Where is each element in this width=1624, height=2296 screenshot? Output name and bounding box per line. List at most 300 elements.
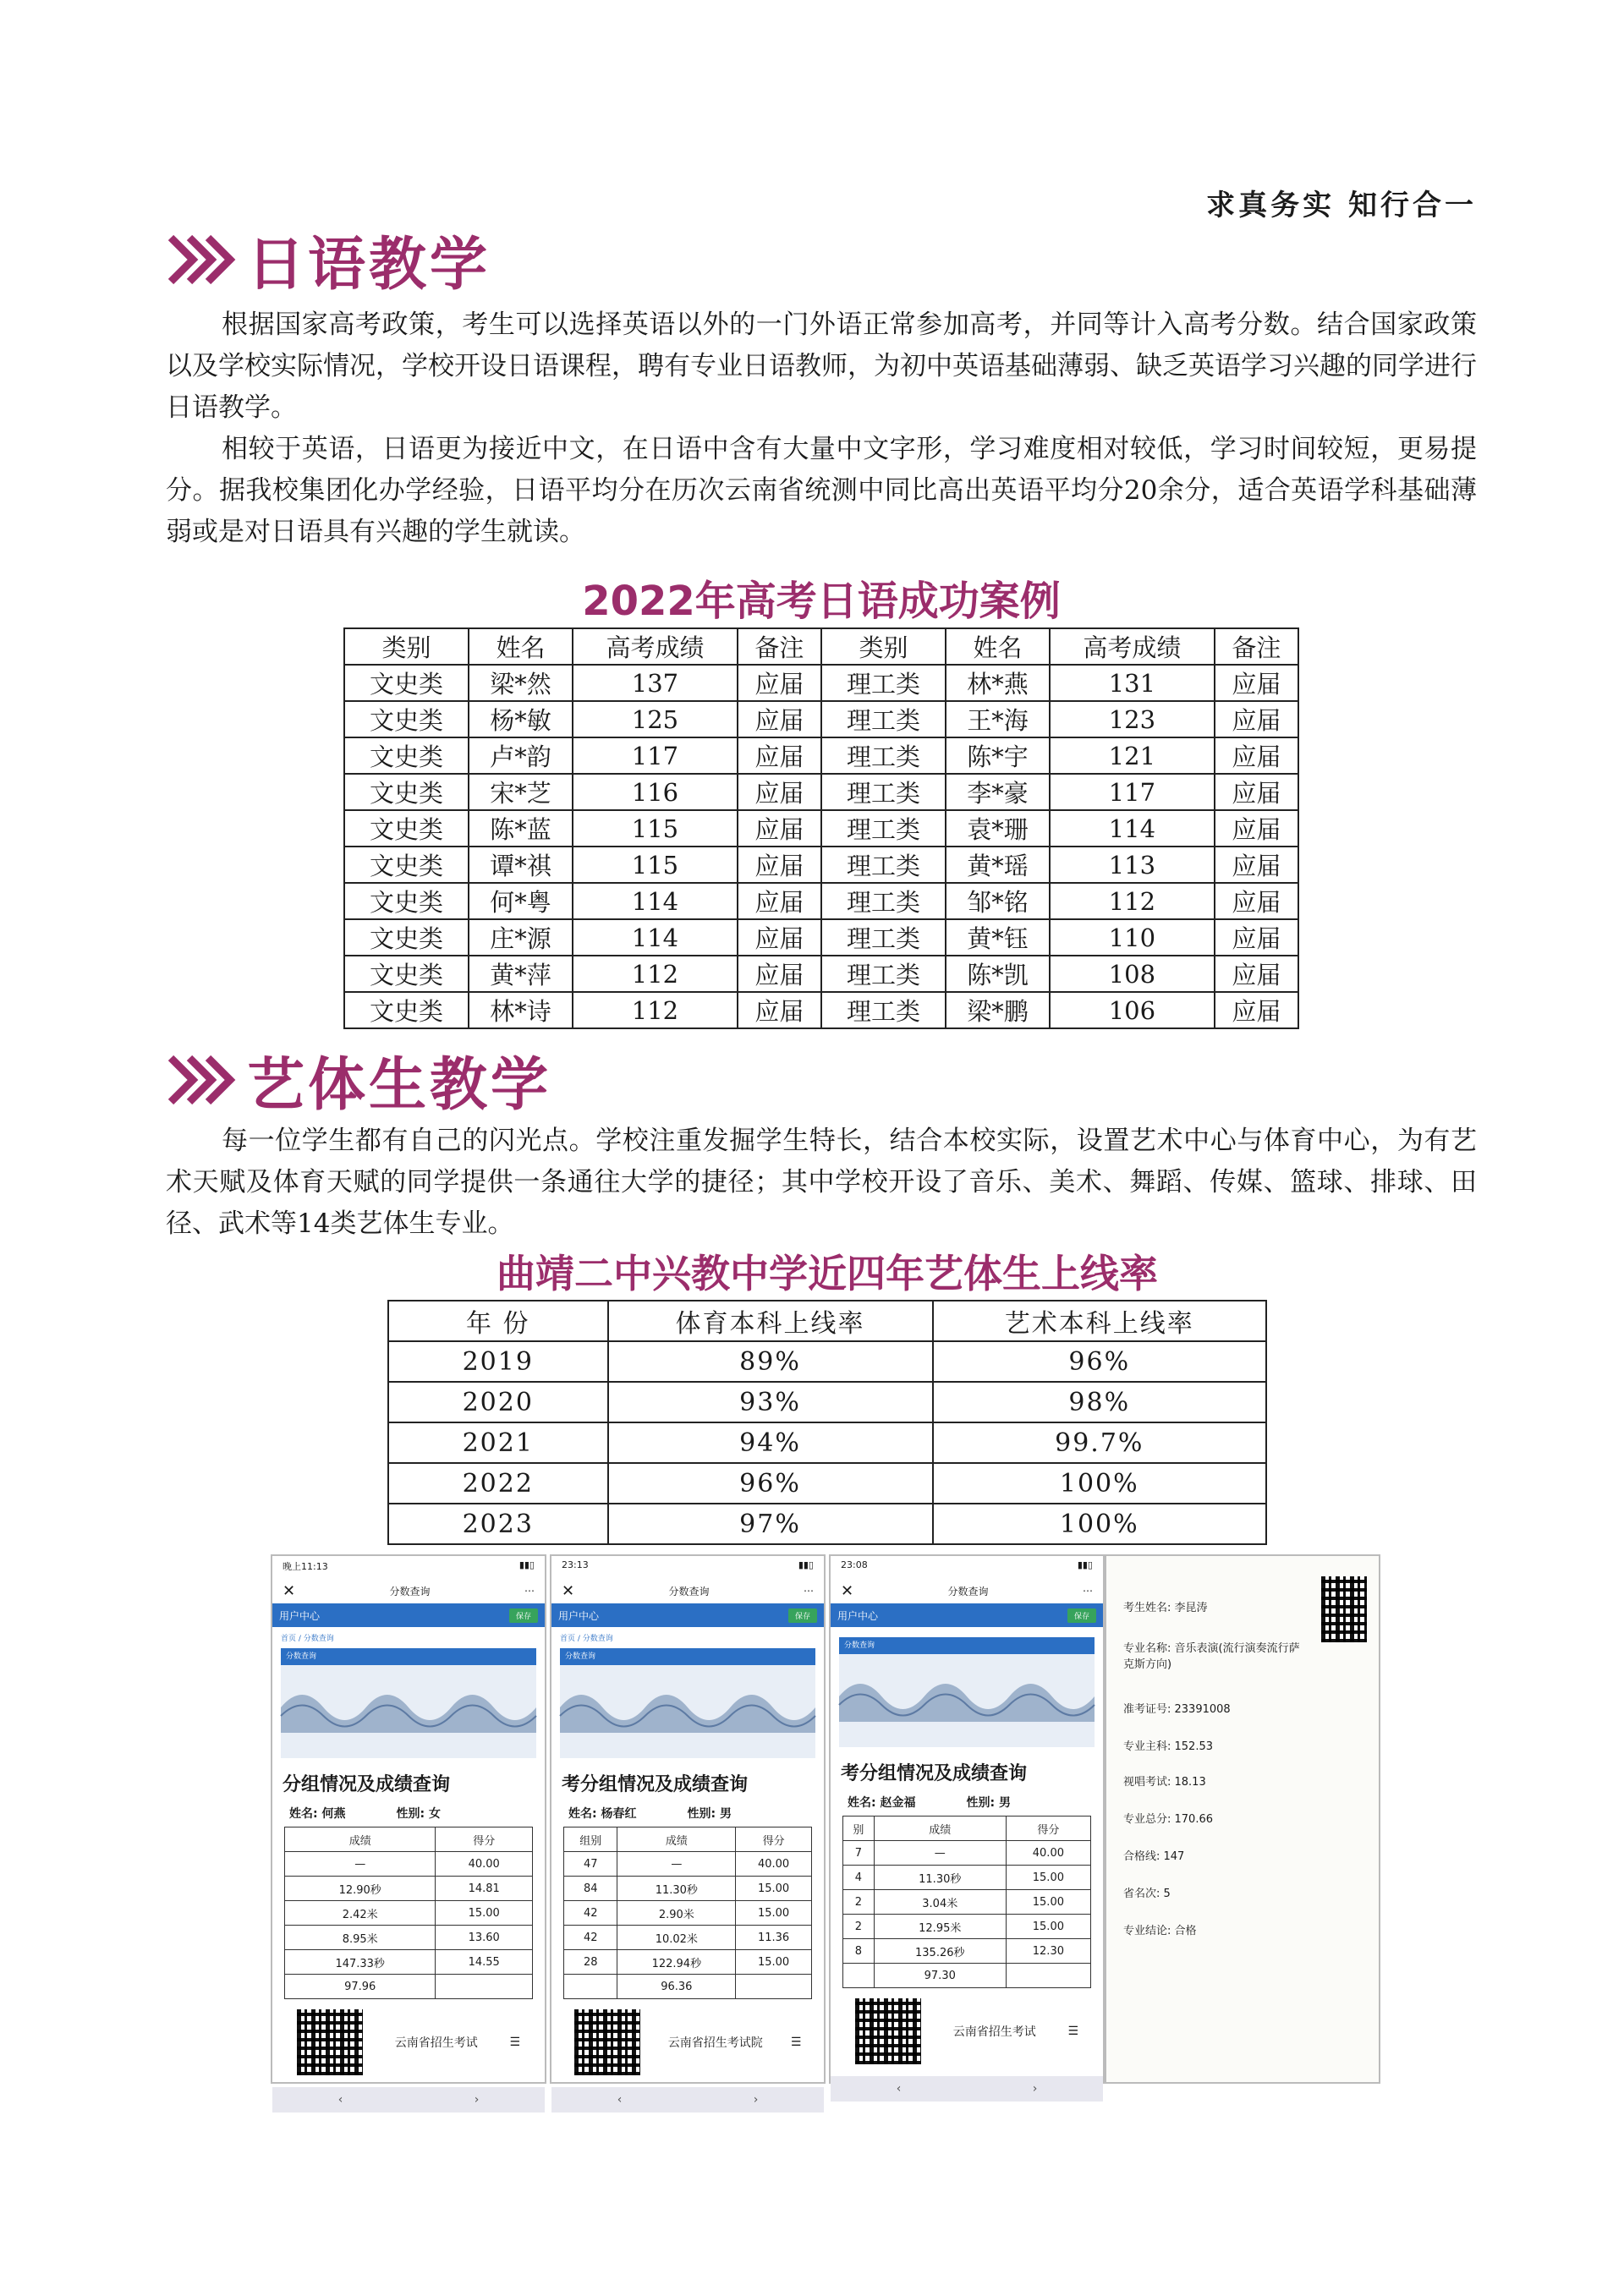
table-row [285, 1827, 533, 1852]
nav-title: 分数查询 [389, 1585, 431, 1597]
table-cell: 147.33秒 [285, 1950, 436, 1975]
wave-pattern-icon [281, 1674, 536, 1733]
table-row [564, 1827, 812, 1852]
column-header: 类别 [821, 628, 946, 665]
table-cell: 40.00 [1006, 1841, 1090, 1866]
table-cell: 应届 [1215, 883, 1298, 919]
table-cell: 应届 [1215, 847, 1298, 883]
score-card-screenshot [1105, 1554, 1380, 2084]
table-cell: 14.81 [436, 1877, 533, 1901]
table-cell: 文史类 [344, 883, 469, 919]
student-info [551, 1805, 824, 1827]
column-header: 备注 [738, 628, 821, 665]
table-row [388, 1422, 1266, 1463]
score-card-line: 省名次: 5 [1123, 1888, 1171, 1900]
table-cell: 2 [843, 1915, 875, 1939]
art-sports-rate-table [387, 1300, 1267, 1545]
table-cell: 应届 [738, 919, 821, 956]
table-row [344, 701, 1298, 737]
banner-image [839, 1637, 1095, 1747]
table-cell: 42 [564, 1901, 617, 1926]
table-cell: 黄*钰 [946, 919, 1050, 956]
table-cell: 应届 [738, 665, 821, 701]
japanese-cases-table [343, 627, 1299, 1029]
breadcrumb[interactable]: 首页 / 分数查询 [560, 1635, 613, 1643]
paragraph: 每一位学生都有自己的闪光点。学校注重发掘学生特长，结合本校实际，设置艺术中心与体育中心，为有艺术天赋及体育天赋的同学提供一条通往大学的捷径；其中学校开设了音乐、美术、舞蹈、传媒、篮球、排球、田径、武术等14类艺体生专业。 [166, 1126, 1477, 1239]
table-cell: 文史类 [344, 701, 469, 737]
column-header: 类别 [344, 628, 469, 665]
table-cell: 47 [564, 1852, 617, 1877]
score-card-line: 专业主科: 152.53 [1123, 1740, 1213, 1753]
nav-title: 分数查询 [668, 1585, 710, 1597]
table-cell: 2.90米 [617, 1901, 736, 1926]
table-cell: 陈*宇 [946, 737, 1050, 774]
table-cell: 别 [843, 1817, 875, 1841]
table-cell: 应届 [1215, 992, 1298, 1028]
table-cell: 应届 [1215, 701, 1298, 737]
table-cell: 梁*然 [469, 665, 573, 701]
battery-icon: ▮▮▯ [518, 1559, 535, 1570]
query-title: 分组情况及成绩查询 [283, 1774, 451, 1795]
student-name: 姓名: 杨春红 [568, 1807, 637, 1821]
table-row [564, 1950, 812, 1975]
table-cell: 122.94秒 [617, 1950, 736, 1975]
table-header-row [388, 1301, 1266, 1341]
column-header: 艺术本科上线率 [933, 1301, 1266, 1341]
table-cell: 得分 [1006, 1817, 1090, 1841]
menu-icon[interactable]: ☰ [1067, 2025, 1079, 2038]
breadcrumb[interactable] [831, 1627, 1103, 1637]
table-cell: 应届 [738, 883, 821, 919]
section-heading: 艺体生教学 [247, 1051, 552, 1119]
table-cell: 袁*珊 [946, 810, 1050, 847]
banner-heading: 分数查询 [560, 1648, 815, 1665]
table-cell: 114 [573, 883, 738, 919]
column-header: 体育本科上线率 [608, 1301, 933, 1341]
bar-label: 用户中心 [279, 1609, 321, 1622]
table-cell: 12.30 [1006, 1939, 1090, 1964]
table-row [285, 1901, 533, 1926]
table-cell: 15.00 [1006, 1866, 1090, 1890]
table-cell: 114 [573, 919, 738, 956]
status-bar [551, 1556, 824, 1578]
qr-code [1321, 1576, 1367, 1642]
table-cell: 97.30 [874, 1964, 1006, 1988]
table-cell: 应届 [738, 737, 821, 774]
section-title-japanese [166, 222, 491, 298]
table-cell: 84 [564, 1877, 617, 1901]
table-cell: 2020 [388, 1382, 608, 1422]
table-cell: 杨*敏 [469, 701, 573, 737]
table-cell: 得分 [736, 1827, 812, 1852]
user-center-bar [831, 1603, 1103, 1627]
paragraph: 相较于英语，日语更为接近中文，在日语中含有大量中文字形，学习难度相对较低，学习时间较短，更易提分。据我校集团化办学经验，日语平均分在历次云南省统测中同比高出英语平均分20余分，适合英语学科基础薄弱或是对日语具有兴趣的学生就读。 [166, 434, 1477, 547]
table-cell: 成绩 [617, 1827, 736, 1852]
table-header-row [344, 628, 1298, 665]
table-cell: 黄*瑶 [946, 847, 1050, 883]
table-cell: 28 [564, 1950, 617, 1975]
score-card-line: 考生姓名: 李昆涛 [1123, 1602, 1208, 1614]
table-row [344, 883, 1298, 919]
table-cell: 2.42米 [285, 1901, 436, 1926]
table-cell: 李*豪 [946, 774, 1050, 810]
table-row [285, 1926, 533, 1950]
more-icon[interactable]: ⋯ [803, 1585, 814, 1597]
table-cell: 14.55 [436, 1950, 533, 1975]
table-cell: 应届 [738, 701, 821, 737]
table-row [344, 774, 1298, 810]
table-cell: 15.00 [1006, 1890, 1090, 1915]
table-cell: 117 [1050, 774, 1215, 810]
table-cell: 112 [1050, 883, 1215, 919]
breadcrumb[interactable]: 首页 / 分数查询 [281, 1635, 334, 1643]
table-cell: 108 [1050, 956, 1215, 992]
student-gender: 性别: 男 [687, 1807, 732, 1821]
table-row [285, 1950, 533, 1975]
score-table [563, 1827, 812, 1999]
table-cell [843, 1964, 875, 1988]
bottom-nav [831, 2076, 1103, 2101]
table-cell: 2021 [388, 1422, 608, 1463]
table-cell: 文史类 [344, 847, 469, 883]
table-cell: 文史类 [344, 992, 469, 1028]
student-name: 姓名: 何燕 [289, 1807, 346, 1821]
table-cell: 应届 [1215, 774, 1298, 810]
table-cell: 陈*蓝 [469, 810, 573, 847]
table-row [843, 1866, 1091, 1890]
student-gender: 性别: 女 [396, 1807, 441, 1821]
table-cell: 文史类 [344, 810, 469, 847]
table-cell: 112 [573, 992, 738, 1028]
paragraph: 根据国家高考政策，考生可以选择英语以外的一门外语正常参加高考，并同等计入高考分数。结合国家政策以及学校实际情况，学校开设日语课程，聘有专业日语教师，为初中英语基础薄弱、缺乏英语学习兴趣的同学进行日语教学。 [166, 310, 1477, 423]
score-card-line: 视唱考试: 18.13 [1123, 1776, 1206, 1789]
table-cell: 11.30秒 [874, 1866, 1006, 1890]
table-cell: 文史类 [344, 956, 469, 992]
table-row [285, 1877, 533, 1901]
section-title-art-sports [166, 1042, 551, 1118]
table-row [344, 956, 1298, 992]
table-row [843, 1890, 1091, 1915]
close-icon[interactable]: ✕ [562, 1581, 575, 1600]
table-cell: 15.00 [436, 1901, 533, 1926]
table-cell: 理工类 [821, 665, 946, 701]
table-cell: — [617, 1852, 736, 1877]
table-cell: 116 [573, 774, 738, 810]
table-row [344, 665, 1298, 701]
column-header: 高考成绩 [573, 628, 738, 665]
table-cell: 谭*祺 [469, 847, 573, 883]
column-header: 高考成绩 [1050, 628, 1215, 665]
table-cell: 125 [573, 701, 738, 737]
table-cell: 理工类 [821, 883, 946, 919]
table-cell: 96% [933, 1341, 1266, 1382]
table-cell: 理工类 [821, 810, 946, 847]
table-cell: 93% [608, 1382, 933, 1422]
table-cell: 理工类 [821, 956, 946, 992]
table-cell: 121 [1050, 737, 1215, 774]
battery-icon: ▮▮▯ [1077, 1559, 1093, 1570]
table-cell: 40.00 [736, 1852, 812, 1877]
table-cell: 理工类 [821, 992, 946, 1028]
score-card-line: 专业名称: 音乐表演(流行演奏流行萨克斯方向) [1123, 1642, 1300, 1671]
table-cell: 135.26秒 [874, 1939, 1006, 1964]
table-cell: 成绩 [874, 1817, 1006, 1841]
table-cell: 106 [1050, 992, 1215, 1028]
table-cell: 应届 [738, 992, 821, 1028]
banner-heading: 分数查询 [839, 1637, 1095, 1654]
table-row [843, 1817, 1091, 1841]
table-cell: 7 [843, 1841, 875, 1866]
table-cell: 梁*鹏 [946, 992, 1050, 1028]
table-row [344, 737, 1298, 774]
score-card-line: 专业总分: 170.66 [1123, 1813, 1213, 1826]
table-cell: 15.00 [736, 1877, 812, 1901]
status-time: 23:13 [562, 1559, 589, 1570]
menu-icon[interactable]: ☰ [790, 2036, 802, 2049]
table-cell: 100% [933, 1504, 1266, 1544]
table-cell: 40.00 [436, 1852, 533, 1877]
table-row [344, 992, 1298, 1028]
table-row [344, 919, 1298, 956]
table-cell: 林*诗 [469, 992, 573, 1028]
table-cell: 97% [608, 1504, 933, 1544]
table-cell: 应届 [1215, 919, 1298, 956]
footer-text: 云南省招生考试院 [667, 2036, 763, 2050]
table-row [843, 1915, 1091, 1939]
table-row [388, 1463, 1266, 1504]
wave-pattern-icon [560, 1674, 815, 1733]
table-cell: 文史类 [344, 737, 469, 774]
table-cell: 理工类 [821, 919, 946, 956]
forward-icon[interactable]: › [1032, 2082, 1038, 2096]
table-cell: 卢*韵 [469, 737, 573, 774]
table-cell: 113 [1050, 847, 1215, 883]
table-cell: 110 [1050, 919, 1215, 956]
score-table [284, 1827, 533, 1999]
double-chevron-icon [166, 1053, 240, 1107]
table-cell: 2022 [388, 1463, 608, 1504]
student-info [272, 1805, 545, 1827]
double-chevron-icon [166, 233, 240, 287]
user-center-bar [272, 1603, 545, 1627]
table-cell: — [874, 1841, 1006, 1866]
bar-label: 用户中心 [558, 1609, 600, 1622]
qr-code [574, 2009, 640, 2075]
table-cell: — [285, 1852, 436, 1877]
table-cell: 10.02米 [617, 1926, 736, 1950]
table-cell: 98% [933, 1382, 1266, 1422]
japanese-intro [166, 304, 1477, 553]
table-cell: 15.00 [736, 1901, 812, 1926]
table-cell: 文史类 [344, 774, 469, 810]
nav-bar [272, 1578, 545, 1603]
table-row [843, 1939, 1091, 1964]
table-row [843, 1964, 1091, 1988]
table-cell: 理工类 [821, 737, 946, 774]
score-card-line: 合格线: 147 [1123, 1850, 1185, 1863]
table-cell: 林*燕 [946, 665, 1050, 701]
table-cell: 2023 [388, 1504, 608, 1544]
phone-screenshot [829, 1554, 1105, 2096]
table-row [344, 847, 1298, 883]
school-motto: 求真务实 知行合一 [1206, 189, 1477, 222]
table-cell [436, 1975, 533, 1999]
footer-text: 云南省招生考试 [952, 2025, 1036, 2039]
column-header: 备注 [1215, 628, 1298, 665]
back-icon[interactable]: ‹ [617, 2093, 623, 2107]
menu-icon[interactable]: ☰ [509, 2036, 521, 2049]
table-cell: 131 [1050, 665, 1215, 701]
status-bar [831, 1556, 1103, 1578]
table-cell: 94% [608, 1422, 933, 1463]
table-cell: 得分 [436, 1827, 533, 1852]
query-title: 考分组情况及成绩查询 [562, 1774, 749, 1795]
table-row [388, 1382, 1266, 1422]
close-icon[interactable]: ✕ [283, 1581, 296, 1600]
wave-pattern-icon [839, 1663, 1095, 1722]
score-card-line: 准考证号: 23391008 [1123, 1703, 1231, 1716]
table-row [843, 1841, 1091, 1866]
save-button[interactable]: 保存 [788, 1608, 817, 1623]
table-cell: 114 [1050, 810, 1215, 847]
table-cell: 115 [573, 810, 738, 847]
table-cell: 99.7% [933, 1422, 1266, 1463]
table-cell: 应届 [738, 847, 821, 883]
table-cell: 3.04米 [874, 1890, 1006, 1915]
table-cell: 陈*凯 [946, 956, 1050, 992]
table-cell: 12.95米 [874, 1915, 1006, 1939]
table-cell: 2019 [388, 1341, 608, 1382]
japanese-table-title: 2022年高考日语成功案例 [582, 578, 1061, 625]
table-cell: 庄*源 [469, 919, 573, 956]
table-row [564, 1926, 812, 1950]
table-cell: 何*粤 [469, 883, 573, 919]
table-cell: 黄*萍 [469, 956, 573, 992]
bottom-nav [551, 2087, 824, 2112]
table-row [564, 1877, 812, 1901]
table-cell: 应届 [738, 810, 821, 847]
column-header: 年 份 [388, 1301, 608, 1341]
banner-image [281, 1648, 536, 1758]
user-center-bar [551, 1603, 824, 1627]
table-cell: 12.90秒 [285, 1877, 436, 1901]
status-time: 23:08 [841, 1559, 868, 1570]
more-icon[interactable]: ⋯ [524, 1585, 535, 1597]
status-time: 晚上11:13 [283, 1561, 328, 1572]
table-cell [1006, 1964, 1090, 1988]
table-row [388, 1341, 1266, 1382]
table-cell: 应届 [1215, 810, 1298, 847]
table-cell: 邹*铭 [946, 883, 1050, 919]
table-cell: 11.30秒 [617, 1877, 736, 1901]
table-cell: 理工类 [821, 847, 946, 883]
table-cell: 96% [608, 1463, 933, 1504]
table-cell: 15.00 [1006, 1915, 1090, 1939]
table-cell: 文史类 [344, 665, 469, 701]
table-cell: 文史类 [344, 919, 469, 956]
table-row [564, 1975, 812, 1999]
nav-title: 分数查询 [947, 1585, 989, 1597]
score-table [842, 1816, 1091, 1988]
back-icon[interactable]: ‹ [337, 2093, 343, 2107]
footer [831, 1988, 1103, 2064]
bottom-nav [272, 2087, 545, 2112]
banner-heading: 分数查询 [281, 1648, 536, 1665]
table-cell: 应届 [738, 956, 821, 992]
table-cell [736, 1975, 812, 1999]
table-cell: 100% [933, 1463, 1266, 1504]
table-row [388, 1504, 1266, 1544]
table-cell: 11.36 [736, 1926, 812, 1950]
table-cell: 42 [564, 1926, 617, 1950]
banner-image [560, 1648, 815, 1758]
qr-code [855, 1998, 921, 2064]
table-cell: 理工类 [821, 774, 946, 810]
table-cell: 96.36 [617, 1975, 736, 1999]
footer-text: 云南省招生考试 [394, 2036, 478, 2050]
footer [551, 1999, 824, 2075]
query-title: 考分组情况及成绩查询 [841, 1763, 1028, 1784]
table-row [285, 1852, 533, 1877]
status-bar [272, 1556, 545, 1578]
table-cell: 117 [573, 737, 738, 774]
save-button[interactable]: 保存 [509, 1608, 538, 1623]
score-card-line: 专业结论: 合格 [1123, 1925, 1197, 1937]
table-cell: 应届 [1215, 956, 1298, 992]
save-button[interactable]: 保存 [1067, 1608, 1096, 1623]
phone-screenshot [271, 1554, 546, 2107]
table-cell: 97.96 [285, 1975, 436, 1999]
bar-label: 用户中心 [837, 1609, 879, 1622]
table-cell: 137 [573, 665, 738, 701]
qr-code [297, 2009, 363, 2075]
footer [272, 1999, 545, 2075]
nav-bar [831, 1578, 1103, 1603]
table-cell: 应届 [1215, 737, 1298, 774]
student-info [831, 1794, 1103, 1816]
table-cell [564, 1975, 617, 1999]
column-header: 姓名 [946, 628, 1050, 665]
table-row [285, 1975, 533, 1999]
table-cell: 123 [1050, 701, 1215, 737]
student-name: 姓名: 赵金福 [848, 1796, 916, 1810]
table-cell: 115 [573, 847, 738, 883]
forward-icon[interactable]: › [474, 2093, 480, 2107]
table-cell: 4 [843, 1866, 875, 1890]
art-sports-intro [166, 1121, 1477, 1245]
table-cell: 13.60 [436, 1926, 533, 1950]
table-cell: 15.00 [736, 1950, 812, 1975]
forward-icon[interactable]: › [753, 2093, 759, 2107]
table-row [564, 1901, 812, 1926]
close-icon[interactable]: ✕ [841, 1581, 854, 1600]
table-cell: 成绩 [285, 1827, 436, 1852]
student-gender: 性别: 男 [966, 1796, 1011, 1810]
more-icon[interactable]: ⋯ [1082, 1585, 1093, 1597]
table-cell: 112 [573, 956, 738, 992]
table-row [344, 810, 1298, 847]
table-cell: 应届 [738, 774, 821, 810]
nav-bar [551, 1578, 824, 1603]
table-cell: 89% [608, 1341, 933, 1382]
column-header: 姓名 [469, 628, 573, 665]
table-cell: 理工类 [821, 701, 946, 737]
table-row [564, 1852, 812, 1877]
table-cell: 宋*芝 [469, 774, 573, 810]
battery-icon: ▮▮▯ [798, 1559, 814, 1570]
back-icon[interactable]: ‹ [896, 2082, 902, 2096]
section-heading: 日语教学 [247, 231, 491, 299]
